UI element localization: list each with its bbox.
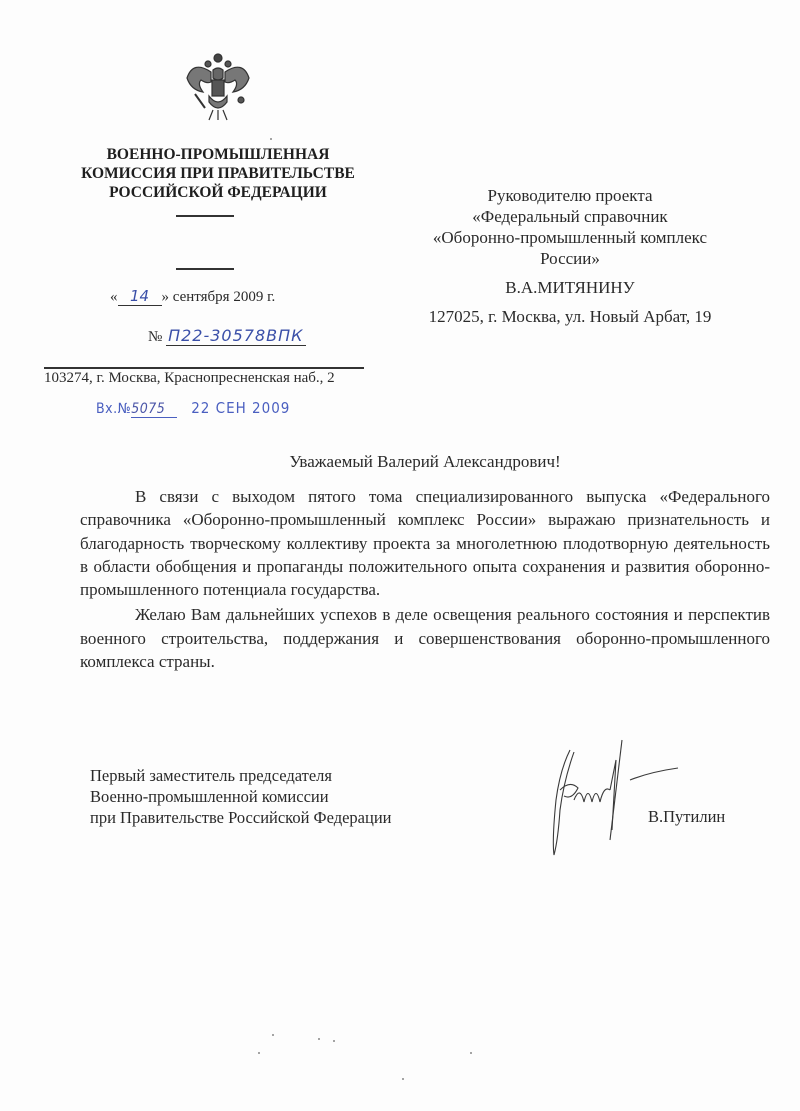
outgoing-number bbox=[148, 326, 306, 346]
recipient-block bbox=[395, 185, 745, 327]
organization-name bbox=[60, 145, 376, 202]
state-emblem-icon bbox=[183, 50, 253, 122]
incoming-stamp bbox=[96, 399, 290, 418]
stamp-date: 22 СЕН 2009 bbox=[191, 399, 291, 417]
position-line: при Правительстве Российской Федерации bbox=[90, 808, 392, 827]
divider bbox=[176, 215, 234, 217]
letter-body bbox=[80, 485, 770, 673]
position-line: Военно-промышленной комиссии bbox=[90, 787, 329, 806]
number-sign: № bbox=[148, 329, 163, 345]
stamp-number: 5075 bbox=[131, 401, 177, 418]
organization-line: КОМИССИЯ ПРИ ПРАВИТЕЛЬСТВЕ bbox=[81, 165, 355, 182]
stamp-prefix: Вх.№ bbox=[96, 401, 132, 417]
organization-line: РОССИЙСКОЙ ФЕДЕРАЦИИ bbox=[109, 184, 327, 201]
recipient-line: России» bbox=[540, 249, 600, 268]
date-day: 14 bbox=[118, 287, 162, 306]
recipient-line: «Оборонно-промышленный комплекс bbox=[432, 228, 708, 247]
outgoing-number-value: П22-30578ВПК bbox=[168, 326, 304, 345]
divider bbox=[176, 268, 234, 270]
body-paragraph: Желаю Вам дальнейших успехов в деле освещения реального состояния и перспектив военного строительства, поддержания и совершенствования оборонно-промышленного комплекса страны. bbox=[80, 605, 770, 672]
date-open-quote: « bbox=[110, 289, 118, 305]
recipient-line: Руководителю проекта bbox=[487, 186, 653, 205]
address-divider bbox=[44, 367, 364, 369]
signer-name: В.Путилин bbox=[648, 807, 726, 826]
position-line: Первый заместитель председателя bbox=[90, 766, 332, 785]
sender-address: 103274, г. Москва, Краснопресненская наб., 2 bbox=[44, 370, 335, 386]
recipient-name: В.А.МИТЯНИНУ bbox=[505, 278, 635, 297]
body-paragraph: В связи с выходом пятого тома специализированного выпуска «Федерального справочника «Оборонно-промышленный комплекс России» выражаю признательность и благодарность творческому коллективу проекта за многолетнюю плодотворную деятельность в области обобщения и пропаганды положительного опыта сохранения и развития оборонно-промышленного потенциала государства. bbox=[80, 487, 770, 600]
recipient-line: «Федеральный справочник bbox=[472, 207, 668, 226]
signature-icon bbox=[530, 730, 690, 860]
date-month-year: » сентября 2009 г. bbox=[161, 289, 276, 305]
salutation: Уважаемый Валерий Александрович! bbox=[289, 452, 561, 471]
recipient-address: 127025, г. Москва, ул. Новый Арбат, 19 bbox=[428, 307, 712, 326]
organization-line: ВОЕННО-ПРОМЫШЛЕННАЯ bbox=[106, 146, 330, 163]
letter-date bbox=[110, 287, 275, 306]
signer-position bbox=[90, 765, 391, 828]
